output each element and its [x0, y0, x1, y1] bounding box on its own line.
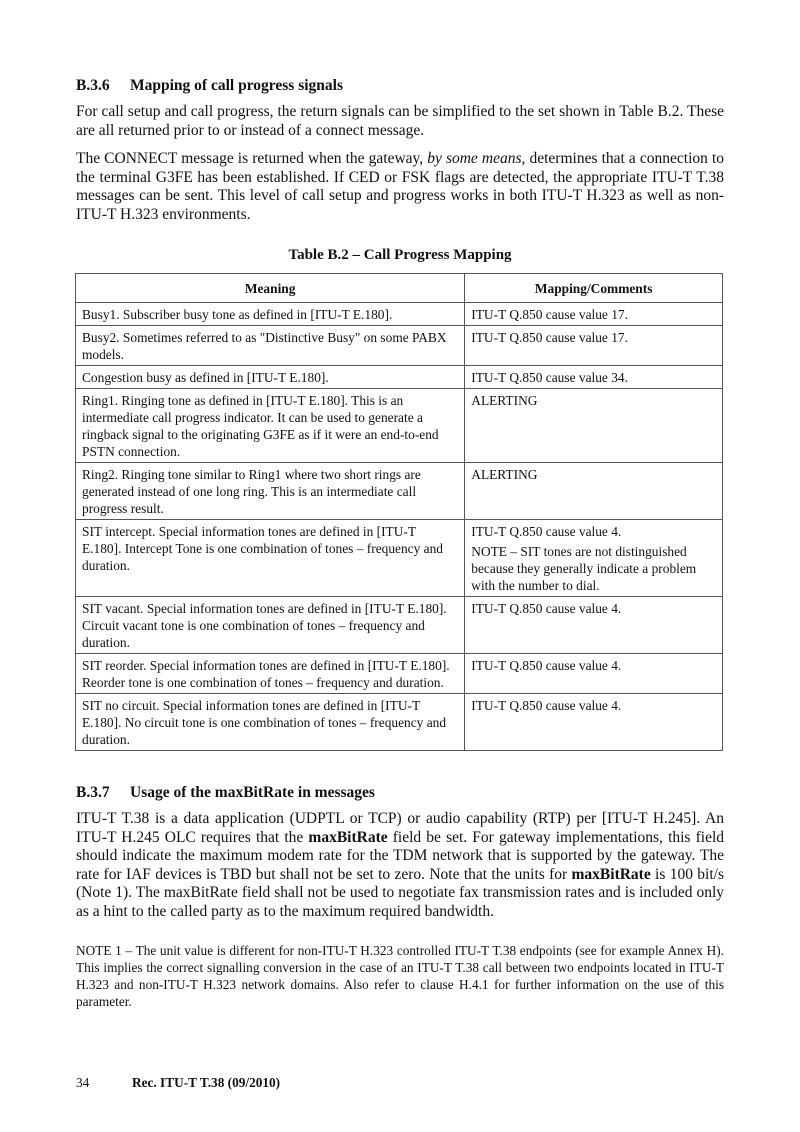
- page-footer: [76, 1075, 280, 1091]
- cell-meaning: Congestion busy as defined in [ITU-T E.180].: [76, 366, 465, 389]
- section-heading-b36: [76, 77, 343, 95]
- section-title: Mapping of call progress signals: [130, 77, 344, 94]
- section-number: B.3.6: [76, 77, 110, 94]
- cell-mapping: ITU-T Q.850 cause value 17.: [465, 303, 723, 326]
- table-row: [76, 366, 723, 389]
- section-heading-b37: [76, 784, 375, 802]
- text-run: The CONNECT message is returned when the gateway,: [76, 150, 428, 167]
- paragraph-maxbitrate: [76, 810, 724, 922]
- cell-mapping: ITU-T Q.850 cause value 4.: [465, 654, 723, 694]
- cell-meaning: SIT intercept. Special information tones are defined in [ITU-T E.180]. Intercept Tone is one combination of tones – frequency and duration.: [76, 520, 465, 597]
- table-header-row: [76, 274, 723, 303]
- call-progress-mapping-table: [75, 273, 723, 751]
- paragraph-connect-message: [76, 150, 724, 224]
- cell-meaning: SIT reorder. Special information tones are defined in [ITU-T E.180]. Reorder tone is one combination of tones – frequency and duration.: [76, 654, 465, 694]
- cell-mapping: ITU-T Q.850 cause value 4.: [465, 597, 723, 654]
- table-row: [76, 303, 723, 326]
- cell-mapping: ITU-T Q.850 cause value 4.: [465, 694, 723, 751]
- table-row: [76, 520, 723, 597]
- cell-note: NOTE – SIT tones are not distinguished because they generally indicate a problem with the number to dial.: [471, 544, 697, 593]
- bold-term: maxBitRate: [571, 865, 651, 883]
- table-row: [76, 326, 723, 366]
- cell-meaning: Ring2. Ringing tone similar to Ring1 where two short rings are generated instead of one long ring. This is an intermediate call progress result.: [76, 463, 465, 520]
- cell-meaning: SIT no circuit. Special information tones are defined in [ITU-T E.180]. No circuit tone is one combination of tones – frequency and duration.: [76, 694, 465, 751]
- table-row: [76, 654, 723, 694]
- table-row: [76, 463, 723, 520]
- cell-meaning: Busy1. Subscriber busy tone as defined in [ITU-T E.180].: [76, 303, 465, 326]
- text-run: field be set. For gateway implementations, this field should indicate the maximum modem rate for the TDM network that is supported by the gateway. The rate for IAF devices is TBD but shall not be set to zero. Note that the units for: [76, 828, 725, 883]
- recommendation-id: Rec. ITU-T T.38 (09/2010): [132, 1075, 281, 1090]
- paragraph-call-progress-intro: For call setup and call progress, the return signals can be simplified to the set shown in Table B.2. These are all returned prior to or instead of a connect message.: [76, 103, 724, 139]
- table-row: [76, 597, 723, 654]
- bold-term: maxBitRate: [308, 828, 388, 846]
- cell-meaning: Busy2. Sometimes referred to as "Distinctive Busy" on some PABX models.: [76, 326, 465, 366]
- table-caption: Table B.2 – Call Progress Mapping: [288, 247, 512, 263]
- column-header-mapping: Mapping/Comments: [465, 274, 723, 303]
- text-run: ITU-T T.38 is a data application (UDPTL or TCP) or audio capability (RTP) per [ITU-T H.245]. An ITU-T H.245 OLC requires that the: [76, 810, 724, 846]
- column-header-meaning: Meaning: [76, 274, 465, 303]
- cell-mapping: [465, 520, 723, 597]
- text-run: is 100 bit/s (Note 1). The maxBitRate field shall not be used to negotiate fax transmission rates and is included only as a hint to the called party as to the maximum required bandwidth.: [76, 865, 724, 920]
- table-row: [76, 389, 723, 463]
- cell-meaning: SIT vacant. Special information tones are defined in [ITU-T E.180]. Circuit vacant tone is one combination of tones – frequency and duration.: [76, 597, 465, 654]
- section-title: Usage of the maxBitRate in messages: [130, 784, 375, 801]
- cell-mapping: ITU-T Q.850 cause value 34.: [465, 366, 723, 389]
- cell-mapping: ALERTING: [465, 463, 723, 520]
- cell-mapping: ITU-T Q.850 cause value 17.: [465, 326, 723, 366]
- note-1: NOTE 1 – The unit value is different for non-ITU-T H.323 controlled ITU-T T.38 endpoints (see for example Annex H). This implies the correct signalling conversion in the case of an ITU-T T.38 call between two endpoints located in ITU-T H.323 and non-ITU-T H.323 network domains. Also refer to clause H.4.1 for further information on the use of this parameter.: [76, 943, 724, 1009]
- cell-mapping: ALERTING: [465, 389, 723, 463]
- page-number: 34: [76, 1075, 90, 1090]
- section-number: B.3.7: [76, 784, 110, 801]
- text-run: , determines that a connection to the terminal G3FE has been established. If CED or FSK flags are detected, the appropriate ITU-T T.38 messages can be sent. This level of call setup and progress works in both ITU-T H.323 as well as non-ITU-T H.323 environments.: [76, 150, 725, 223]
- italic-text: by some means: [427, 150, 522, 167]
- table-row: [76, 694, 723, 751]
- cell-meaning: Ring1. Ringing tone as defined in [ITU-T E.180]. This is an intermediate call progress indicator. It can be used to generate a ringback signal to the originating G3FE as if it were an end-to-end PSTN connection.: [76, 389, 465, 463]
- mapping-value: ITU-T Q.850 cause value 4.: [471, 524, 622, 539]
